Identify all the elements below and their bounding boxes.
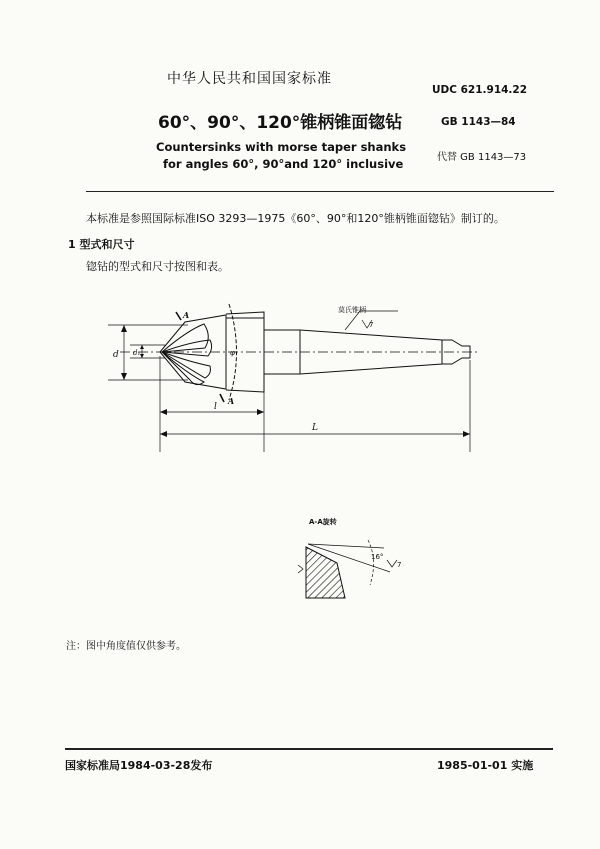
effective-date: 1985-01-01 实施 — [437, 759, 534, 772]
section-1-text: 锪钻的型式和尺寸按图和表。 — [86, 260, 229, 273]
document-title-en-line1: Countersinks with morse taper shanks — [156, 140, 407, 154]
dim-d1-label: d₁ — [133, 349, 141, 357]
national-standard-header: 中华人民共和国国家标准 — [167, 71, 332, 87]
dim-l-label: l — [214, 402, 217, 412]
note-text: 注：图中角度值仅供参考。 — [66, 641, 186, 652]
roughness-value-section: 7 — [397, 561, 402, 569]
section-mark-bottom: A — [228, 396, 235, 406]
issue-date: 国家标准局1984-03-28发布 — [65, 759, 213, 772]
intro-paragraph: 本标准是参照国际标准ISO 3293—1975《60°、90°和120°锥柄锥面锪钻》制订的。 — [86, 212, 505, 225]
dim-d-label: d — [113, 350, 119, 360]
angle-phi-label: φ — [230, 349, 235, 357]
shank-label: 莫氏锥柄 — [338, 306, 366, 314]
section-mark-top: A — [183, 310, 190, 320]
angle-16-label: 16° — [371, 553, 384, 561]
section-aa-title: A-A旋转 — [309, 518, 337, 526]
document-title-cn: 60°、90°、120°锥柄锥面锪钻 — [158, 113, 403, 133]
gb-number: GB 1143—84 — [441, 116, 516, 128]
replaces-standard: 代替 GB 1143—73 — [437, 152, 527, 163]
footer-divider — [65, 748, 553, 750]
section-1-title: 1 型式和尺寸 — [68, 238, 135, 251]
dim-L-label: L — [312, 423, 318, 433]
udc-number: UDC 621.914.22 — [432, 84, 528, 96]
document-title-en-line2: for angles 60°, 90°and 120° inclusive — [163, 157, 404, 171]
roughness-value: 7 — [369, 321, 374, 329]
